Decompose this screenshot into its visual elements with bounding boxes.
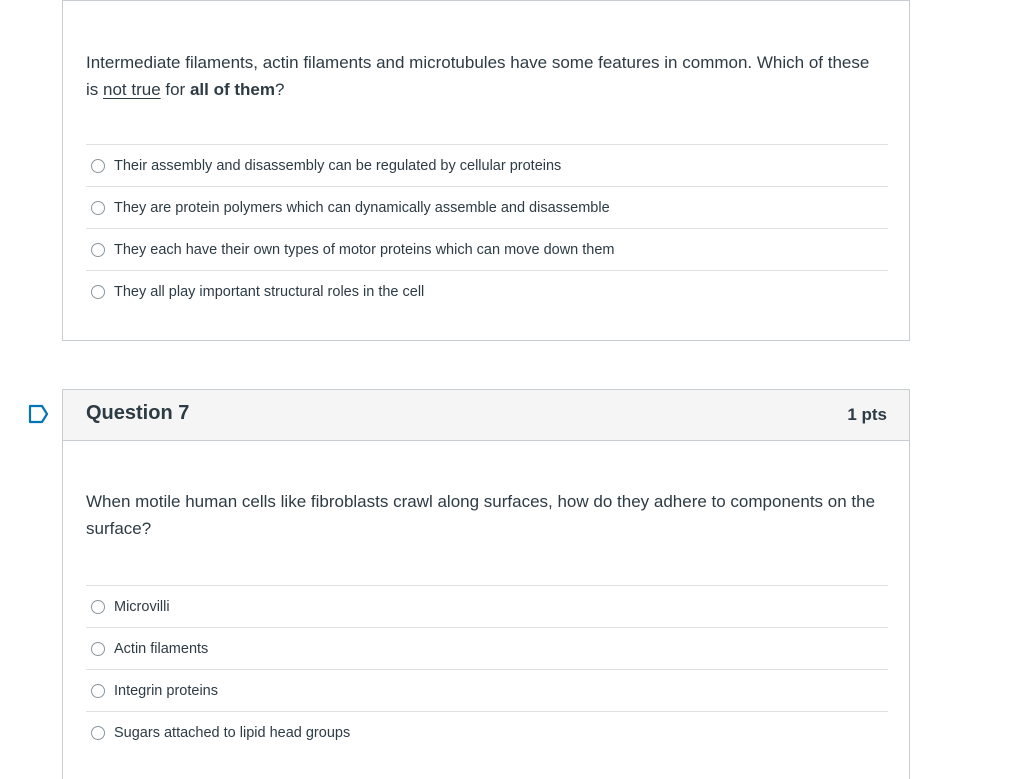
answer-option[interactable] — [86, 229, 888, 271]
radio-unselected-icon[interactable] — [91, 285, 105, 299]
answer-label[interactable]: Microvilli — [114, 598, 170, 615]
question-6-answers — [86, 144, 888, 313]
answer-label[interactable]: Actin filaments — [114, 640, 209, 657]
question-6-card — [62, 0, 910, 341]
question-6-underlined-text: not true — [103, 80, 161, 99]
radio-unselected-icon[interactable] — [91, 642, 105, 656]
question-points: 1 pts — [847, 405, 887, 424]
answer-label[interactable]: They all play important structural roles in the cell — [114, 284, 425, 300]
answer-option[interactable] — [86, 271, 888, 313]
answer-label[interactable]: Sugars attached to lipid head groups — [114, 725, 351, 741]
radio-unselected-icon[interactable] — [91, 600, 105, 614]
question-6-text: Intermediate filaments, actin filaments and microtubules have some features in common. Which of these is not true for all of them? — [86, 53, 870, 99]
question-header — [63, 390, 909, 441]
answer-option[interactable] — [86, 670, 888, 712]
radio-unselected-icon[interactable] — [91, 726, 105, 740]
answer-label[interactable]: They are protein polymers which can dynamically assemble and disassemble — [114, 199, 610, 216]
answer-label[interactable]: Their assembly and disassembly can be regulated by cellular proteins — [114, 157, 562, 174]
radio-unselected-icon[interactable] — [91, 159, 105, 173]
question-7-text: When motile human cells like fibroblasts crawl along surfaces, how do they adhere to components on the surface? — [86, 492, 876, 538]
answer-label[interactable]: They each have their own types of motor proteins which can move down them — [114, 241, 615, 258]
answer-option[interactable] — [86, 187, 888, 229]
question-7-card — [62, 389, 910, 779]
question-7-answers — [86, 585, 888, 754]
answer-option[interactable] — [86, 145, 888, 187]
answer-option[interactable] — [86, 628, 888, 670]
flag-question-icon[interactable] — [28, 404, 50, 424]
question-title: Question 7 — [86, 402, 190, 424]
answer-option[interactable] — [86, 712, 888, 754]
answer-label[interactable]: Integrin proteins — [114, 682, 218, 699]
radio-unselected-icon[interactable] — [91, 201, 105, 215]
answer-option[interactable] — [86, 586, 888, 628]
question-6-bold-text: all of them — [189, 80, 275, 99]
radio-unselected-icon[interactable] — [91, 243, 105, 257]
radio-unselected-icon[interactable] — [91, 684, 105, 698]
